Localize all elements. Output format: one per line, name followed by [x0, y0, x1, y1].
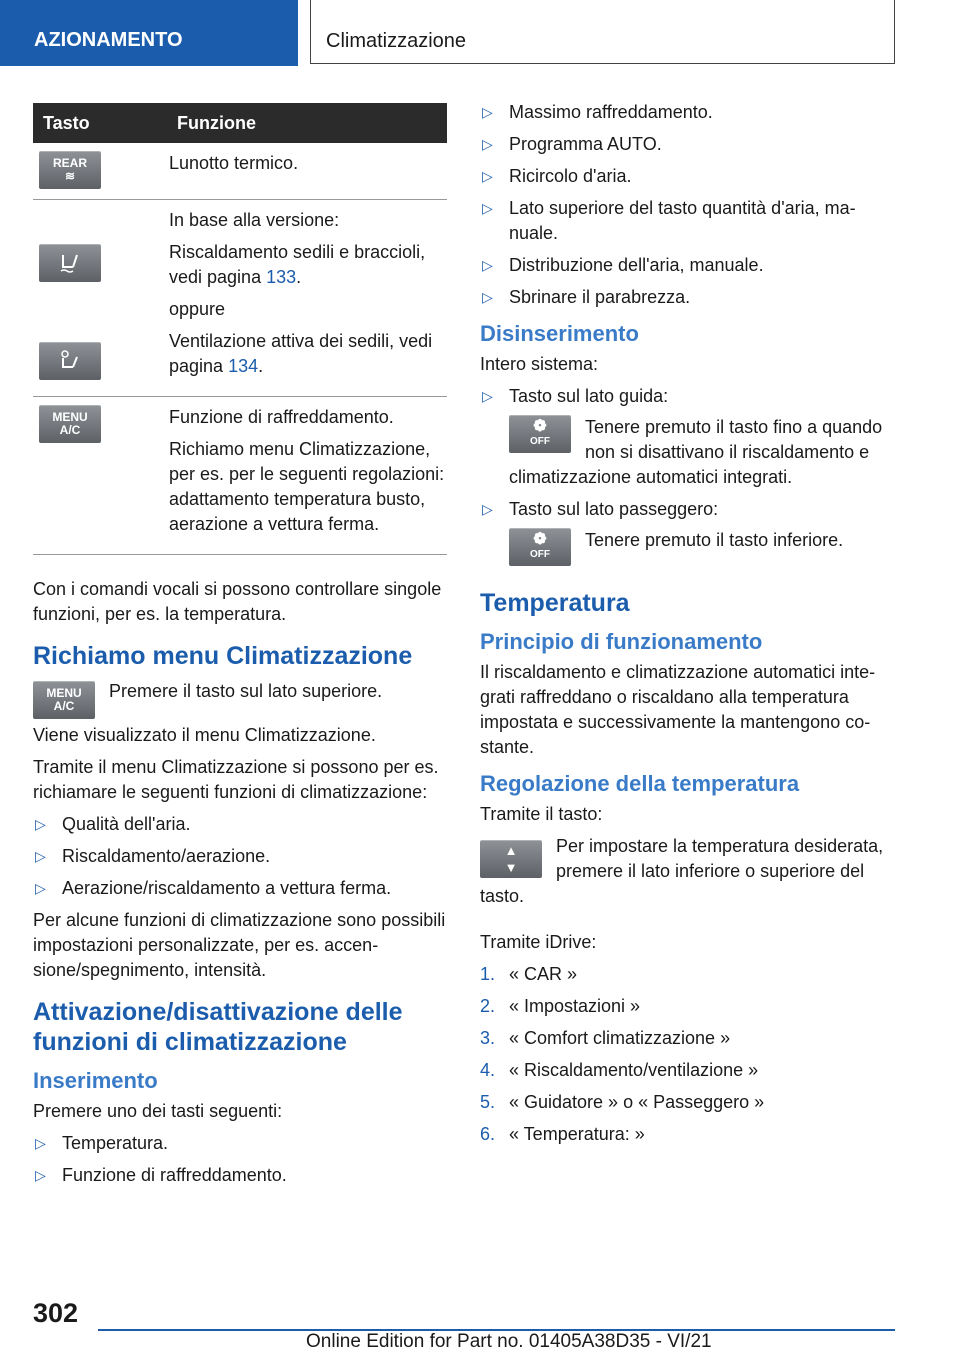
paragraph: Tenere premuto il tasto inferiore.: [585, 530, 844, 550]
on-key-list-continued: [480, 100, 896, 310]
paragraph: Tramite il tasto:: [480, 804, 603, 824]
paragraph: Tenere premuto il tasto fino a quando non si disattivano il riscaldamento e climatizzazione automatici integrati.: [509, 417, 883, 487]
list-item: 3. « Comfort climatizzazione »: [480, 1028, 731, 1048]
list-item: 5. « Guidatore » o « Passeggero »: [480, 1092, 765, 1112]
table-cell-text: Funzione di raffreddamento.: [169, 407, 394, 427]
menu-function-list: [33, 812, 447, 901]
table-header-key: Tasto: [33, 103, 161, 143]
paragraph: Con i comandi vocali si possono controllare singole funzioni, per es. la temperatura.: [33, 579, 442, 624]
rear-defrost-key-icon: REAR ≋: [39, 151, 101, 189]
temperature-rocker-key-icon: ▲ ▼: [480, 840, 542, 878]
list-item: ▷ Qualità dell'aria.: [33, 812, 447, 837]
menu-ac-key-icon: MENU A/C: [39, 405, 101, 443]
seat-heating-key-icon: [39, 244, 101, 282]
paragraph: Per alcune funzioni di climatizzazione sono possibili impostazioni personalizzate, per es. accensione/spegnimento, intensità.: [33, 910, 446, 980]
paragraph: Tramite iDrive:: [480, 932, 597, 952]
list-item: ▷ Massimo raffreddamento.: [480, 100, 896, 125]
list-item: ▷ Lato superiore del tasto quantità d'aria, manuale.: [480, 196, 896, 246]
list-item: ▷ Sbrinare il parabrezza.: [480, 285, 896, 310]
table-cell-text: Richiamo menu Climatizzazione, per es. per le seguenti regolazioni: adattamento temperatura busto, aerazione a vettura ferma.: [169, 439, 445, 534]
paragraph: Per impostare la temperatura desiderata, premere il lato inferiore o superiore del tasto.: [480, 836, 884, 906]
table-cell-text: Riscaldamento sedili e braccioli, vedi pagina: [169, 242, 426, 287]
left-column: [33, 103, 447, 1195]
list-item: ▷ Aerazione/riscaldamento a vettura ferma.: [33, 876, 447, 901]
right-column: [480, 100, 896, 1154]
fan-off-key-icon: ❁ OFF: [509, 528, 571, 566]
list-item: ▷ Tasto sul lato guida: ❁ OFF Tenere premuto il tasto fino a quando non si disattivano il riscaldamento e climatizzazione automatici integrati.: [480, 384, 896, 490]
subheading: Regolazione della temperatura: [480, 771, 800, 796]
list-item: ▷ Temperatura.: [33, 1131, 447, 1156]
list-item: 2. « Impostazioni »: [480, 996, 641, 1016]
edition-note: Online Edition for Part no. 01405A38D35 - VI/21: [306, 1331, 712, 1352]
paragraph: Premere uno dei tasti seguenti:: [33, 1101, 283, 1121]
list-item: 6. « Temperatura: »: [480, 1124, 645, 1144]
paragraph: Intero sistema:: [480, 354, 599, 374]
idrive-steps: [480, 962, 896, 1147]
chapter-title: Climatizzazione: [310, 0, 895, 64]
table-row: [33, 397, 447, 555]
table-cell-text: Lunotto termico.: [169, 153, 299, 173]
subheading: Disinserimento: [480, 321, 639, 346]
table-cell-text: Ventilazione attiva dei sedili, vedi pagina: [169, 331, 433, 376]
list-item: 1. « CAR »: [480, 964, 578, 984]
heading: Attivazione/disattivazione delle funzioni di climatizzazione: [33, 998, 403, 1056]
heading: Temperatura: [480, 589, 630, 617]
page-link[interactable]: 133: [266, 267, 297, 287]
fan-off-key-icon: ❁ OFF: [509, 415, 571, 453]
table-row: [33, 143, 447, 200]
seat-ventilation-key-icon: [39, 342, 101, 380]
table-header-function: Funzione: [161, 103, 447, 143]
paragraph: Il riscaldamento e climatizzazione automatici integrati raffreddano o riscaldano alla temperatura impostata e successivamente la mantengono costante.: [480, 662, 876, 757]
page-link[interactable]: 134: [228, 356, 259, 376]
on-key-list: [33, 1131, 447, 1188]
list-item: 4. « Riscaldamento/ventilazione »: [480, 1060, 759, 1080]
list-item: ▷ Ricircolo d'aria.: [480, 164, 896, 189]
off-list: [480, 384, 896, 570]
table-cell-text: oppure: [169, 299, 226, 319]
list-item: ▷ Funzione di raffreddamento.: [33, 1163, 447, 1188]
section-tab: AZIONAMENTO: [0, 0, 298, 66]
key-function-table: [33, 103, 447, 555]
page-number: 302: [33, 1298, 79, 1328]
subheading: Principio di funzionamento: [480, 629, 763, 654]
paragraph: Viene visualizzato il menu Climatizzazione.: [33, 725, 376, 745]
subheading: Inserimento: [33, 1068, 158, 1093]
heading: Richiamo menu Climatizzazione: [33, 642, 413, 670]
table-row: In base alla versione: Riscaldamento sedili e braccioli, vedi pagina 133. oppure Ventilazione attiva dei sedili, vedi pagina 134.: [33, 200, 447, 397]
list-item: ▷ Tasto sul lato passeggero: ❁ OFF Tenere premuto il tasto inferiore.: [480, 497, 896, 570]
paragraph: Tramite il menu Climatizzazione si possono per es. richiamare le seguenti funzioni di climatizzazione:: [33, 757, 439, 802]
paragraph: Premere il tasto sul lato superiore.: [109, 681, 383, 701]
table-cell-text: In base alla versione:: [169, 210, 340, 230]
list-item: ▷ Programma AUTO.: [480, 132, 896, 157]
list-item: ▷ Distribuzione dell'aria, manuale.: [480, 253, 896, 278]
menu-ac-key-icon: MENU A/C: [33, 681, 95, 719]
list-item: ▷ Riscaldamento/aerazione.: [33, 844, 447, 869]
